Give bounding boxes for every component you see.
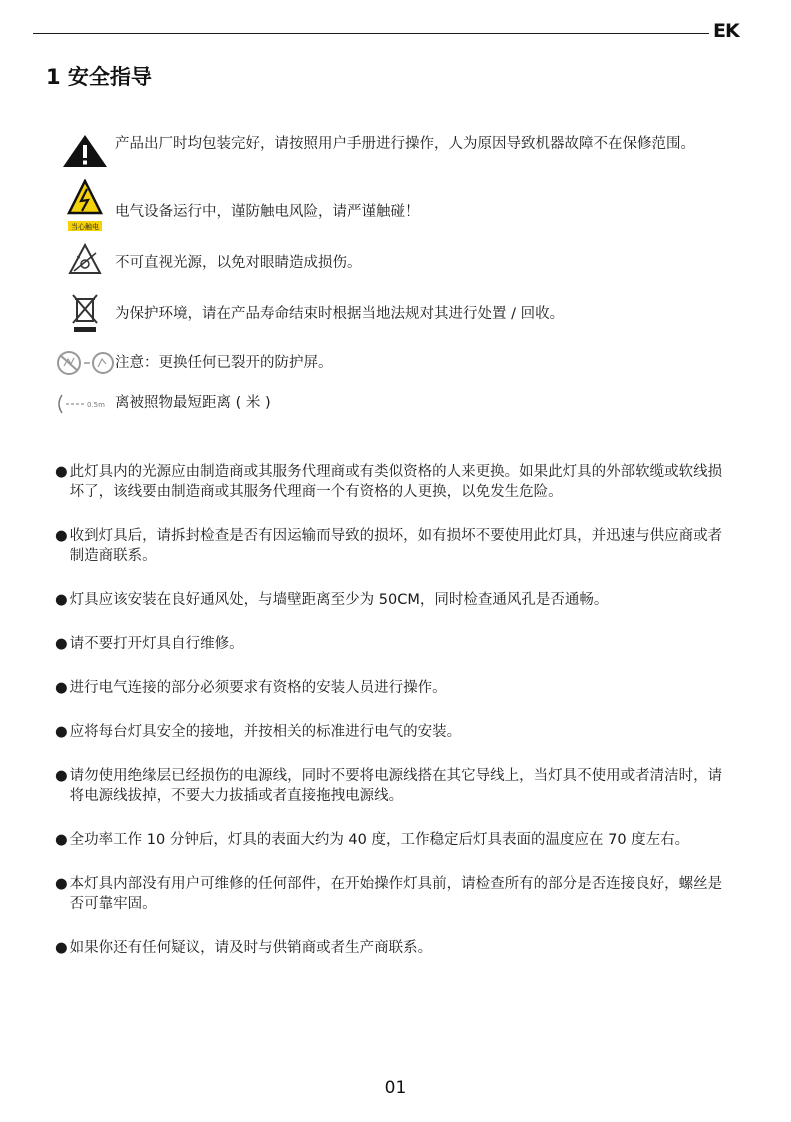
warning-text: 电气设备运行中，谨防触电风险，请严谨触碰！ — [115, 204, 420, 220]
header-rule — [33, 33, 709, 34]
warning-text: 为保护环境，请在产品寿命结束时根据当地法规对其进行处置 / 回收。 — [115, 306, 565, 322]
bullet-item: ● 请勿使用绝缘层已经损伤的电源线，同时不要将电源线搭在其它导线上，当灯具不使用或者清洁时，请将电源线拔掉，不要大力拔插或者直接拖拽电源线。 — [55, 768, 723, 804]
no-direct-light-icon — [55, 243, 115, 277]
warning-text: 注意：更换任何已裂开的防护屏。 — [115, 355, 333, 371]
warning-item — [55, 392, 735, 416]
bullet-item: ● 收到灯具后，请拆封检查是否有因运输而导致的损坏，如有损坏不要使用此灯具，并迅速与供应商或者制造商联系。 — [55, 528, 723, 564]
shock-icon-label: 当心触电 — [71, 223, 99, 231]
warning-text: 产品出厂时均包装完好，请按照用户手册进行操作，人为原因导致机器故障不在保修范围。 — [115, 136, 695, 152]
brand-logo: EK — [713, 20, 739, 42]
bullet-item: ● 本灯具内部没有用户可维修的任何部件，在开始操作灯具前，请检查所有的部分是否连接良好，螺丝是否可靠牢固。 — [55, 876, 723, 912]
warning-item — [55, 350, 735, 376]
bullet-item: ● 此灯具内的光源应由制造商或其服务代理商或有类似资格的人来更换。如果此灯具的外部软缆或软线损坏了，该线要由制造商或其服务代理商一个有资格的人更换，以免发生危险。 — [55, 464, 723, 500]
bullet-item: ● 进行电气连接的部分必须要求有资格的安装人员进行操作。 — [55, 680, 447, 696]
bullet-item: ● 灯具应该安装在良好通风处，与墙壁距离至少为 50CM，同时检查通风孔是否通畅。 — [55, 592, 609, 608]
crossed-bin-icon — [55, 292, 115, 334]
bullet-item: ● 请不要打开灯具自行维修。 — [55, 636, 244, 652]
distance-icon-label: 0.5m — [87, 401, 105, 409]
warning-text: 不可直视光源，以免对眼睛造成损伤。 — [115, 255, 362, 271]
warning-item — [55, 133, 735, 169]
bullet-item: ● 应将每台灯具安全的接地，并按相关的标准进行电气的安装。 — [55, 724, 462, 740]
section-title: 1 安全指导 — [46, 65, 152, 89]
warning-triangle-icon — [55, 133, 115, 169]
bullet-item: ● 全功率工作 10 分钟后，灯具的表面大约为 40 度，工作稳定后灯具表面的温度应在 70 度左右。 — [55, 832, 690, 848]
warning-item — [55, 243, 735, 277]
bullet-list — [55, 462, 727, 958]
bullet-item: ● 如果你还有任何疑议，请及时与供销商或者生产商联系。 — [55, 940, 433, 956]
warning-text: 离被照物最短距离 ( 米 ) — [115, 395, 271, 411]
warning-item — [55, 292, 735, 334]
page-number: 01 — [384, 1078, 407, 1098]
electric-shock-icon — [55, 179, 115, 233]
warning-item — [55, 179, 735, 233]
